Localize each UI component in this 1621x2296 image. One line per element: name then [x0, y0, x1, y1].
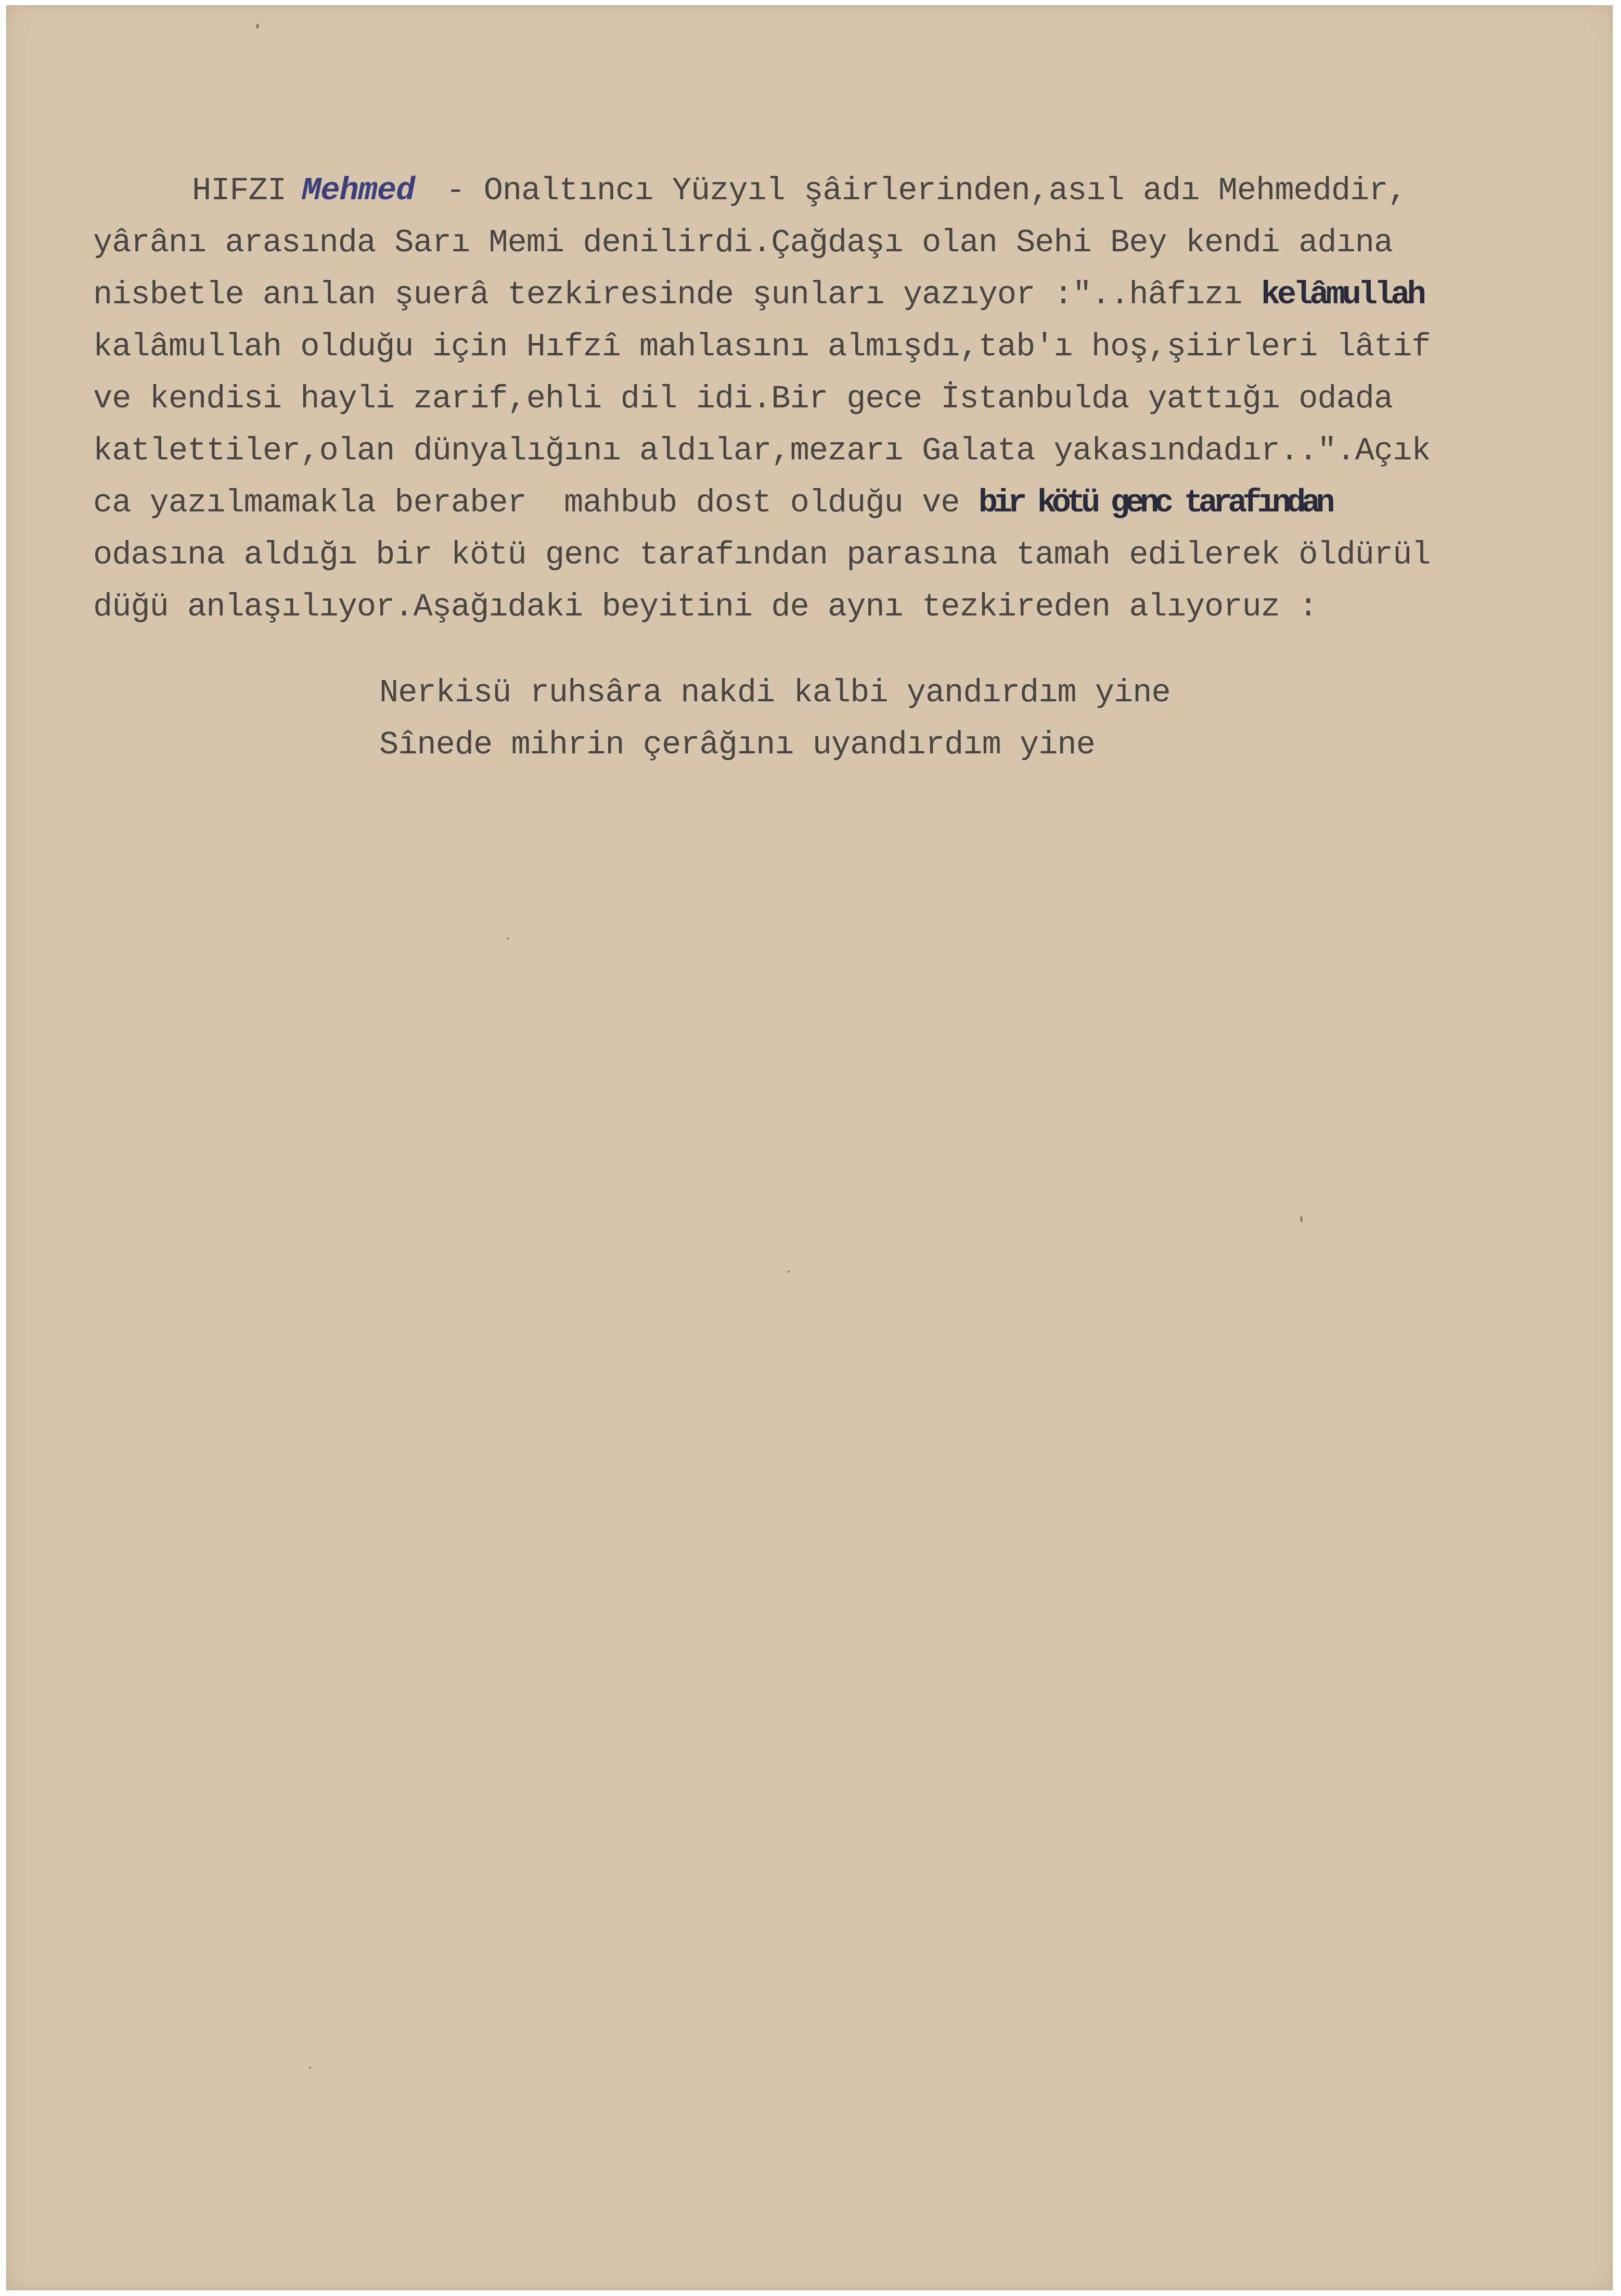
paragraph-line	[93, 477, 1331, 529]
paper-speck	[256, 24, 259, 29]
paragraph-line-6: katlettiler,olan dünyalığını aldılar,mezarı Galata yakasındadır..".Açık	[93, 432, 1431, 469]
struck-name: Mehmed	[302, 172, 415, 209]
struck-text: kelâmullah	[1260, 276, 1423, 313]
paragraph-line	[93, 529, 1431, 581]
paragraph-line-2: yârânı arasında Sarı Memi denilirdi.Çağdaşı olan Sehi Bey kendi adına	[93, 224, 1393, 261]
paragraph-line-3: nisbetle anılan şuerâ tezkiresinde şunları yazıyor :"..hâfızı	[93, 276, 1261, 313]
struck-text: bir kötü genc tarafından	[978, 484, 1331, 521]
verse-line-1: Nerkisü ruhsâra nakdi kalbi yandırdım yine	[379, 674, 1170, 711]
couplet	[379, 667, 1170, 771]
heading-line	[192, 165, 1597, 217]
paragraph-line	[93, 581, 1317, 633]
paragraph-line	[93, 321, 1431, 373]
paragraph-line-7: ca yazılmamakla beraber mahbub dost olduğu ve	[93, 484, 979, 521]
paragraph-line-4: kalâmullah olduğu için Hıfzî mahlasını almışdı,tab'ı hoş,şiirleri lâtif	[93, 328, 1431, 365]
paragraph-line	[93, 425, 1431, 477]
typewritten-page	[6, 5, 1613, 2290]
paper-speck	[788, 1271, 790, 1273]
paper-speck	[1300, 1216, 1303, 1222]
paper-speck	[507, 938, 509, 940]
verse-line-2: Sînede mihrin çerâğını uyandırdım yine	[379, 726, 1095, 763]
paragraph-line	[93, 217, 1393, 269]
paragraph-line	[93, 373, 1393, 425]
paragraph-line-8: odasına aldığı bir kötü genc tarafından parasına tamah edilerek öldürül	[93, 536, 1431, 573]
paragraph-line-5: ve kendisi hayli zarif,ehli dil idi.Bir gece İstanbulda yattığı odada	[93, 380, 1393, 417]
heading-name: HIFZI	[192, 172, 287, 209]
paper-speck	[309, 2067, 311, 2069]
paragraph-line	[93, 269, 1423, 321]
paragraph-line-9: düğü anlaşılıyor.Aşağıdaki beyitini de aynı tezkireden alıyoruz :	[93, 588, 1318, 625]
paragraph-line-1: - Onaltıncı Yüzyıl şâirlerinden,asıl adı Mehmeddir,	[446, 172, 1407, 209]
